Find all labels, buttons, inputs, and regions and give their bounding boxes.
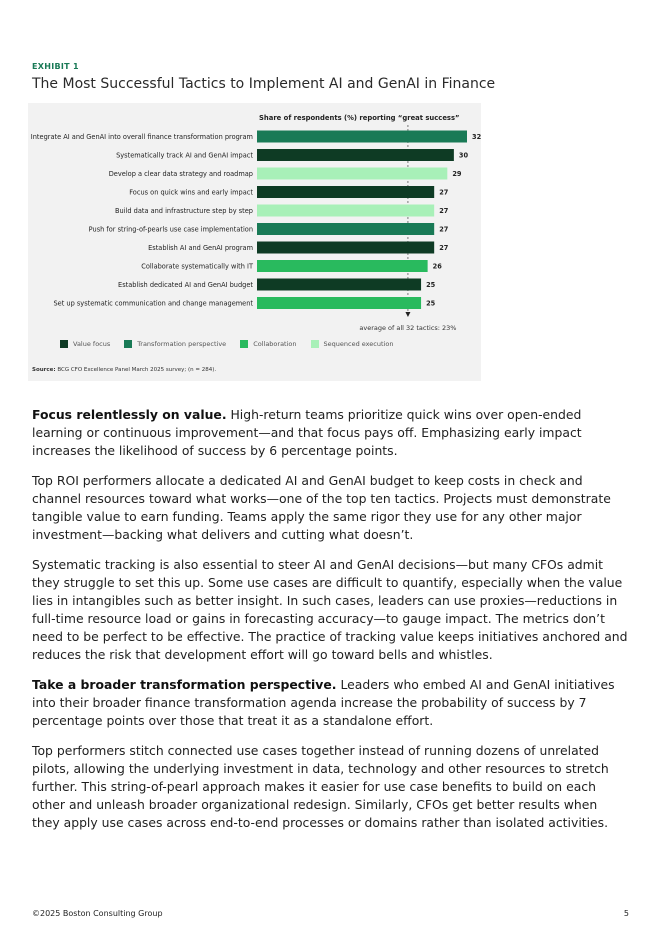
bar (257, 131, 467, 143)
category-label: Push for string-of-pearls use case implementation (88, 225, 253, 234)
bar (257, 149, 454, 161)
category-label: Collaborate systematically with IT (141, 262, 253, 271)
legend-label: Transformation perspective (137, 340, 227, 348)
value-label: 32 (472, 132, 481, 141)
bar (257, 186, 434, 198)
lead-transformation: Take a broader transformation perspective. (32, 677, 337, 692)
paragraph-tracking: Systematic tracking is also essential to steer AI and GenAI decisions—but many CFOs admit they struggle to set this up. Some use cases are difficult to quantify, especially when the value lies in intangibles such as better insight. In such cases, leaders can use proxies—reductions in full-time resource load or gains in forecasting accuracy—to gauge impact. The metrics don’t need to be perfect to be effective. The practice of tracking value keeps initiatives anchored and reduces the risk that development effort will go toward bells and whistles. (32, 557, 628, 662)
value-label: 30 (458, 151, 469, 160)
legend-item (124, 340, 226, 348)
value-label: 27 (439, 225, 449, 234)
legend-swatch (124, 340, 132, 348)
footer-copyright: ©2025 Boston Consulting Group (32, 909, 163, 918)
chart-legend (60, 340, 393, 348)
legend-swatch (311, 340, 319, 348)
bar (257, 260, 428, 272)
category-label: Develop a clear data strategy and roadmap (108, 169, 253, 178)
category-label: Build data and infrastructure step by step (114, 206, 253, 215)
chart-source (32, 367, 216, 373)
bar (257, 297, 421, 309)
paragraph-value-focus (32, 406, 628, 460)
exhibit-label: EXHIBIT 1 (32, 62, 79, 71)
value-label: 26 (432, 262, 442, 271)
exhibit-title: The Most Successful Tactics to Implement AI and GenAI in Finance (32, 76, 496, 92)
category-label: Establish dedicated AI and GenAI budget (118, 280, 253, 289)
paragraph-text: Leaders who embed AI and GenAI initiatives into their broader finance transformation agenda increase the probability of success by 7 percentage points over those that treat it as a standalone effort. (32, 677, 615, 728)
value-label: 27 (439, 206, 449, 215)
chart-header: Share of respondents (%) reporting “great success” (259, 114, 460, 122)
legend-label: Collaboration (253, 340, 297, 348)
value-label: 29 (452, 169, 462, 178)
legend-label: Value focus (73, 340, 111, 348)
legend-swatch (240, 340, 248, 348)
lead-value-focus: Focus relentlessly on value. (32, 407, 227, 422)
paragraph-transformation (32, 676, 628, 730)
category-label: Focus on quick wins and early impact (129, 188, 253, 197)
bar (257, 279, 421, 291)
category-label: Establish AI and GenAI program (148, 243, 253, 252)
source-label: Source: (32, 367, 56, 373)
bar (257, 223, 434, 235)
value-label: 27 (439, 243, 449, 252)
paragraph-string-of-pearls: Top performers stitch connected use cases together instead of running dozens of unrelated pilots, allowing the underlying investment in data, technology and other resources to stretch further. This string-of-pearl approach makes it easier for use case benefits to build on each other and unleash broader organizational redesign. Similarly, CFOs get better results when they apply use cases across end-to-end processes or domains rather than isolated activities. (32, 743, 609, 830)
page-number: 5 (623, 909, 629, 918)
bar (257, 242, 434, 254)
bar (257, 168, 447, 180)
source-text: BCG CFO Excellence Panel March 2025 survey; (n = 284). (57, 367, 217, 373)
value-label: 25 (426, 299, 436, 308)
legend-item (240, 340, 296, 348)
paragraph-budget: Top ROI performers allocate a dedicated AI and GenAI budget to keep costs in check and channel resources toward what works—one of the top ten tactics. Projects must demonstrate tangible value to earn funding. Teams apply the same rigor they use for any other major investment—backing what delivers and cutting what doesn’t. (32, 473, 611, 542)
category-label: Integrate AI and GenAI into overall finance transformation program (30, 132, 253, 141)
paragraph-text: High-return teams prioritize quick wins over open-ended learning or continuous improvement—and that focus pays off. Emphasizing early impact increases the likelihood of success by 6 percentage points. (32, 407, 582, 458)
value-label: 25 (426, 280, 436, 289)
legend-swatch (60, 340, 68, 348)
legend-label: Sequenced execution (323, 340, 394, 348)
average-label: average of all 32 tactics: 23% (359, 324, 457, 332)
legend-item (311, 340, 394, 348)
legend-item (60, 340, 110, 348)
body-text (32, 406, 628, 844)
bar (257, 205, 434, 217)
average-marker (405, 312, 410, 317)
value-label: 27 (439, 188, 449, 197)
category-label: Systematically track AI and GenAI impact (116, 151, 253, 160)
category-label: Set up systematic communication and change management (53, 299, 253, 308)
